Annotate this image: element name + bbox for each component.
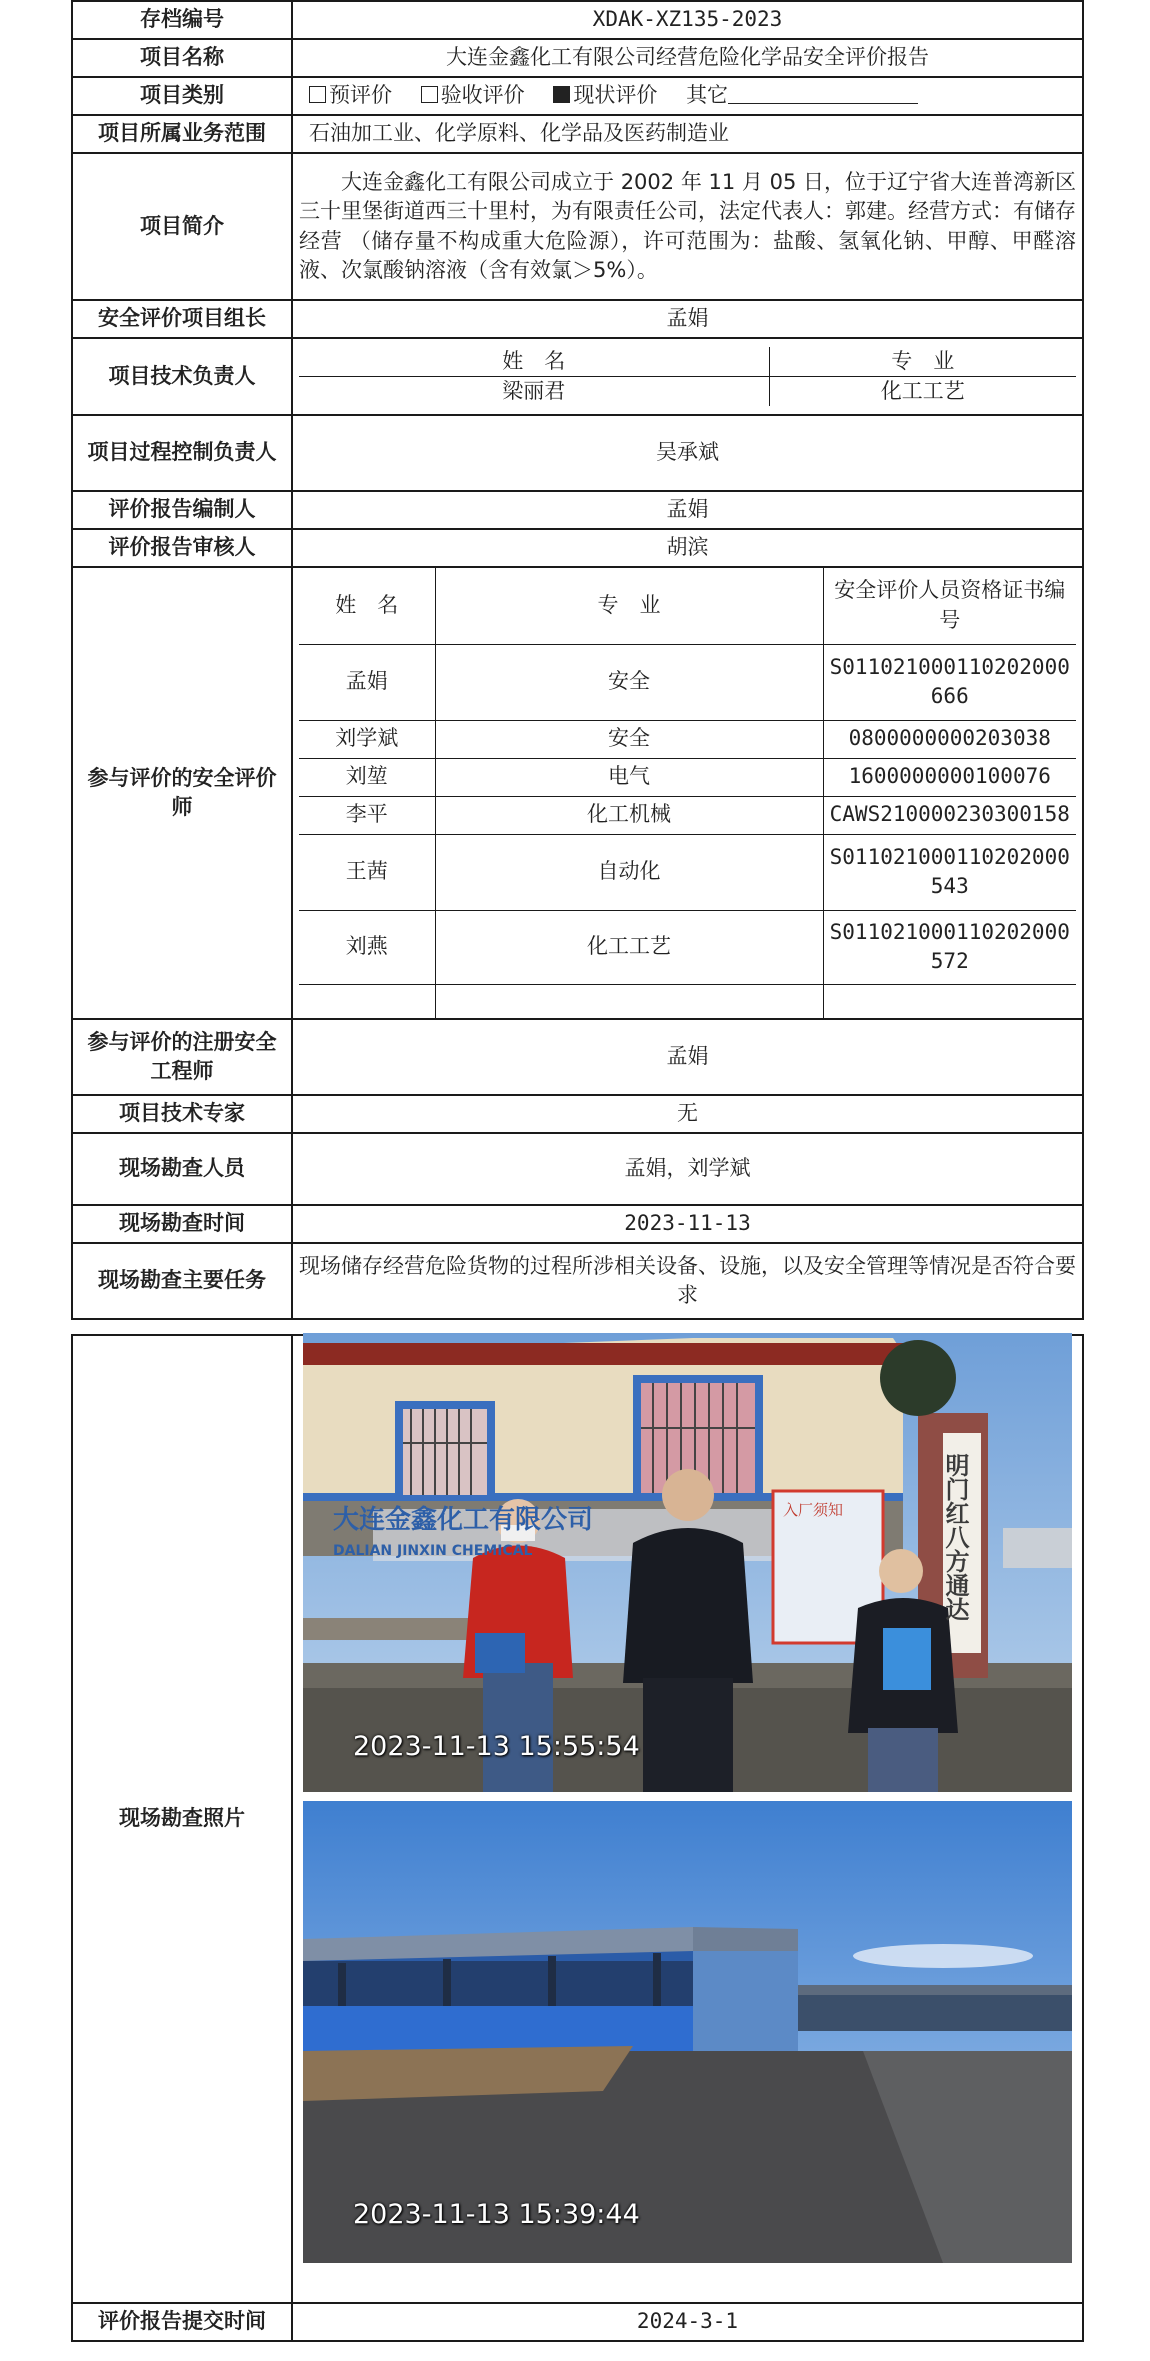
assessor-major: 安全	[435, 644, 823, 720]
archive-no-value: XDAK-XZ135-2023	[292, 1, 1083, 39]
entrance-photo-image	[303, 1333, 1072, 1792]
empty-cell	[823, 984, 1076, 1018]
assessor-name: 刘学斌	[299, 720, 435, 758]
introduction-text: 大连金鑫化工有限公司成立于 2002 年 11 月 05 日，位于辽宁省大连普湾新区三十里堡街道西三十里村，为有限责任公司，法定代表人：郭建。经营方式：有储存经营 （储存量不构成重大危险源），许可范围为：盐酸、氢氧化钠、甲醇、甲醛溶液、次氯酸钠溶液（含有效氯＞5%）。	[292, 153, 1083, 300]
tech-lead-subtable	[299, 347, 1076, 407]
assessor-major: 电气	[435, 758, 823, 796]
safety-engineer-value: 孟娟	[292, 1019, 1083, 1095]
checkbox-icon[interactable]	[309, 86, 326, 103]
introduction-label: 项目简介	[72, 153, 292, 300]
checked-checkbox-icon[interactable]	[553, 86, 570, 103]
assessor-name: 孟娟	[299, 644, 435, 720]
site-photo-entrance	[303, 1333, 1072, 1792]
survey-staff-value: 孟娟，刘学斌	[292, 1133, 1083, 1205]
assessors-header-name: 姓 名	[299, 568, 435, 644]
archive-no-label: 存档编号	[72, 1, 292, 39]
process-control-label: 项目过程控制负责人	[72, 415, 292, 491]
assessor-name: 李平	[299, 796, 435, 834]
business-scope-label: 项目所属业务范围	[72, 115, 292, 153]
assessor-name: 刘燕	[299, 910, 435, 984]
assessor-cert: CAWS210000230300158	[823, 796, 1076, 834]
photo-timestamp: 2023-11-13 15:55:54	[353, 1731, 640, 1762]
survey-task-value: 现场储存经营危险货物的过程所涉相关设备、设施，以及安全管理等情况是否符合要求	[292, 1243, 1083, 1319]
process-control-value: 吴承斌	[292, 415, 1083, 491]
assessor-cert: S011021000110202000572	[823, 910, 1076, 984]
assessor-major: 自动化	[435, 834, 823, 910]
report-author-value: 孟娟	[292, 491, 1083, 529]
submit-date-value: 2024-3-1	[292, 2303, 1083, 2341]
tech-lead-major: 化工工艺	[769, 377, 1076, 407]
table-row	[299, 910, 1076, 984]
other-blank-line[interactable]	[728, 85, 918, 104]
survey-photos-label: 现场勘查照片	[72, 1335, 292, 2303]
company-sign-text: 大连金鑫化工有限公司	[333, 1505, 594, 1535]
safety-engineer-label: 参与评价的注册安全工程师	[72, 1019, 292, 1095]
photo-timestamp: 2023-11-13 15:39:44	[353, 2199, 640, 2230]
site-photo-warehouse	[303, 1801, 1072, 2263]
type-option-other: 其它	[686, 83, 918, 107]
empty-cell	[299, 984, 435, 1018]
business-scope-value: 石油加工业、化学原料、化学品及医药制造业	[292, 115, 1083, 153]
spacer	[72, 1319, 292, 1335]
pillar-text: 明门红八方通达	[941, 1453, 969, 1621]
survey-date-label: 现场勘查时间	[72, 1205, 292, 1243]
assessor-name: 刘堃	[299, 758, 435, 796]
report-author-label: 评价报告编制人	[72, 491, 292, 529]
assessors-header-cert: 安全评价人员资格证书编号	[823, 568, 1076, 644]
checkbox-icon[interactable]	[421, 86, 438, 103]
tech-lead-name: 梁丽君	[299, 377, 769, 407]
project-name-value: 大连金鑫化工有限公司经营危险化学品安全评价报告	[292, 39, 1083, 77]
report-reviewer-label: 评价报告审核人	[72, 529, 292, 567]
company-sign-en-text: DALIAN JINXIN CHEMICAL	[333, 1543, 533, 1559]
table-row	[299, 796, 1076, 834]
assessors-table	[299, 568, 1076, 1018]
project-type-options	[292, 77, 1083, 115]
assessor-cert: S011021000110202000543	[823, 834, 1076, 910]
table-row	[299, 720, 1076, 758]
tech-expert-label: 项目技术专家	[72, 1095, 292, 1133]
table-row-empty	[299, 984, 1076, 1018]
assessor-cert: S011021000110202000666	[823, 644, 1076, 720]
type-option-pre[interactable]: 预评价	[309, 83, 392, 107]
assessor-cert: 1600000000100076	[823, 758, 1076, 796]
tech-lead-major-header: 专 业	[769, 347, 1076, 377]
project-name-label: 项目名称	[72, 39, 292, 77]
survey-staff-label: 现场勘查人员	[72, 1133, 292, 1205]
assessors-label: 参与评价的安全评价师	[72, 567, 292, 1019]
table-row	[299, 758, 1076, 796]
entry-notice-text: 入厂须知	[783, 1501, 844, 1519]
empty-cell	[435, 984, 823, 1018]
team-leader-value: 孟娟	[292, 300, 1083, 338]
table-row	[299, 834, 1076, 910]
submit-date-label: 评价报告提交时间	[72, 2303, 292, 2341]
assessors-header-major: 专 业	[435, 568, 823, 644]
assessor-major: 化工机械	[435, 796, 823, 834]
tech-lead-label: 项目技术负责人	[72, 338, 292, 415]
warehouse-photo-image	[303, 1801, 1072, 2263]
team-leader-label: 安全评价项目组长	[72, 300, 292, 338]
survey-task-label: 现场勘查主要任务	[72, 1243, 292, 1319]
table-row	[299, 644, 1076, 720]
assessor-name: 王茜	[299, 834, 435, 910]
assessors-subtable-cell	[292, 567, 1083, 1019]
type-option-acceptance[interactable]: 验收评价	[421, 83, 525, 107]
tech-lead-subtable-cell	[292, 338, 1083, 415]
tech-expert-value: 无	[292, 1095, 1083, 1133]
assessor-cert: 0800000000203038	[823, 720, 1076, 758]
project-type-label: 项目类别	[72, 77, 292, 115]
tech-lead-name-header: 姓 名	[299, 347, 769, 377]
report-reviewer-value: 胡滨	[292, 529, 1083, 567]
type-option-current[interactable]: 现状评价	[553, 83, 657, 107]
assessor-major: 安全	[435, 720, 823, 758]
assessor-major: 化工工艺	[435, 910, 823, 984]
survey-date-value: 2023-11-13	[292, 1205, 1083, 1243]
